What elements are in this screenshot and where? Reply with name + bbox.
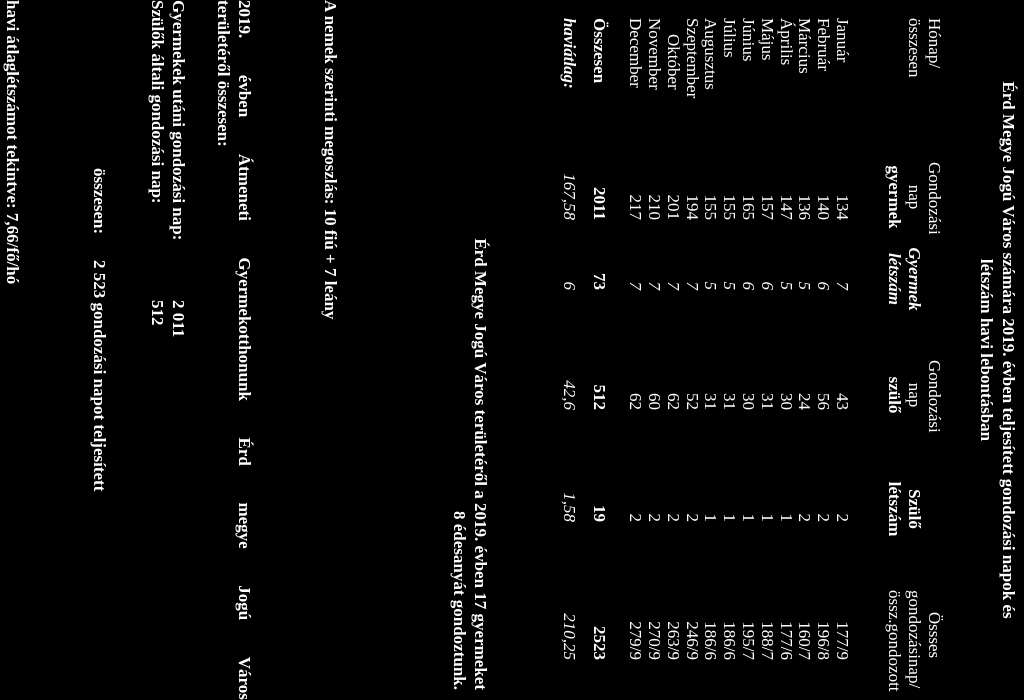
paragraph-word: évben — [235, 74, 254, 118]
cell-gy-letszam: 7 — [833, 281, 852, 290]
monthly-average-text: havi átlaglétszámot tekintve: 7,66/fő/hó — [3, 0, 22, 285]
cell-gy-letszam: 7 — [626, 281, 646, 290]
cell-sz-nap: 52 — [682, 393, 702, 410]
cell-gy-nap: 157 — [757, 194, 777, 220]
paragraph-word: Érd — [235, 437, 254, 466]
cell-sz-letszam: 1 — [757, 513, 777, 522]
table-row — [717, 0, 739, 700]
cell-sz-nap: 60 — [645, 393, 664, 410]
cell-month: Szeptember — [682, 18, 702, 99]
table-row — [830, 0, 852, 700]
cell-sz-nap: 56 — [814, 393, 834, 410]
total-ossz: 2523 — [590, 626, 609, 660]
cell-month: Augusztus — [701, 18, 721, 90]
summary-line1: Érd Megye Jogú Város területéről a 2019. évben 17 gyermeket — [471, 238, 490, 690]
table-row — [642, 0, 664, 700]
cell-gy-letszam: 7 — [682, 281, 702, 290]
cell-month: Január — [833, 18, 852, 63]
header-ossz-l1: Össses — [925, 611, 944, 659]
cell-month: Március — [795, 18, 815, 74]
cell-sz-letszam: 1 — [701, 513, 721, 522]
header-month-l1: Hónap/ — [925, 18, 944, 69]
cell-month: Április — [776, 18, 796, 66]
document-title-line1: Érd Megye Jogú Város számára 2019. évben teljesített gondozási napok és — [999, 81, 1018, 619]
cell-month: Május — [757, 18, 777, 61]
cell-gy-letszam: 6 — [739, 281, 758, 290]
cell-month: Június — [739, 18, 758, 62]
table-row — [736, 0, 758, 700]
parent-days-label: Szülők általi gondozási nap: — [148, 0, 167, 204]
cell-sz-letszam: 1 — [720, 513, 740, 522]
cell-sz-letszam: 2 — [682, 513, 702, 522]
header-ossz-l2: gondozásinap/ — [905, 590, 924, 689]
cell-sz-letszam: 2 — [626, 513, 646, 522]
children-days-value: 2 011 — [169, 300, 188, 338]
paragraph-word: Átmeneti — [235, 153, 254, 221]
total-sz-nap: 512 — [590, 384, 609, 410]
total-gy-nap: 2011 — [590, 186, 609, 220]
cell-sz-letszam: 1 — [739, 513, 758, 522]
cell-ossz: 177/9 — [833, 621, 852, 660]
total-label: Összesen — [590, 18, 609, 84]
cell-gy-nap: 140 — [814, 194, 834, 220]
avg-gy-nap: 167,58 — [560, 173, 579, 220]
cell-gy-nap: 155 — [701, 194, 721, 220]
table-row-total — [587, 0, 609, 700]
table-row-average — [557, 0, 579, 700]
header-month-l2: összesen — [905, 18, 924, 78]
table-row — [698, 0, 720, 700]
header-row-1 — [922, 0, 944, 700]
total-days-value: 2 523 gondozási napot teljesített — [90, 260, 109, 492]
cell-sz-nap: 24 — [795, 393, 815, 410]
cell-sz-letszam: 2 — [663, 513, 683, 522]
summary-line2: 8 édesanyát gondoztunk. — [450, 510, 469, 690]
header-gy-nap-l2: nap — [905, 184, 924, 210]
table-row — [774, 0, 796, 700]
cell-gy-nap: 134 — [833, 194, 852, 220]
avg-sz-letszam: 1,58 — [560, 492, 579, 522]
cell-sz-nap: 30 — [739, 393, 758, 410]
cell-sz-letszam: 2 — [645, 513, 664, 522]
cell-ossz: 246/9 — [682, 621, 702, 660]
paragraph-word: Város — [235, 656, 254, 700]
paragraph-word: Gyermekotthonunk — [235, 257, 254, 401]
table-row — [623, 0, 645, 700]
cell-gy-nap: 201 — [663, 194, 683, 220]
cell-gy-nap: 165 — [739, 194, 758, 220]
cell-sz-nap: 62 — [663, 393, 683, 410]
cell-sz-nap: 31 — [757, 393, 777, 410]
cell-gy-letszam: 5 — [720, 281, 740, 290]
total-sz-letszam: 19 — [590, 505, 609, 522]
cell-sz-nap: 31 — [720, 393, 740, 410]
paragraph-word: 2019. — [235, 0, 254, 39]
total-gy-letszam: 73 — [590, 273, 609, 290]
cell-gy-letszam: 5 — [795, 281, 815, 290]
header-sz-nap-l1: Gondozási — [925, 360, 944, 433]
header-sz-nap-l3: szülő — [885, 376, 904, 414]
table-row — [661, 0, 683, 700]
cell-sz-nap: 30 — [776, 393, 796, 410]
table-row — [755, 0, 777, 700]
cell-ossz: 160/7 — [795, 621, 815, 660]
cell-month: November — [645, 18, 664, 90]
document-title-line2: létszám havi lebontásban — [977, 258, 996, 442]
header-row-2 — [902, 0, 924, 700]
table-row — [811, 0, 833, 700]
header-gy-nap-l3: gyermek — [885, 165, 904, 229]
paragraph-line2: területéről összesen: — [214, 0, 233, 147]
header-row-3 — [882, 0, 904, 700]
cell-sz-letszam: 2 — [833, 513, 852, 522]
cell-gy-nap: 217 — [626, 194, 646, 220]
table-row — [680, 0, 702, 700]
cell-ossz: 195/7 — [739, 621, 758, 660]
cell-gy-letszam: 6 — [757, 281, 777, 290]
cell-sz-letszam: 1 — [776, 513, 796, 522]
gender-split: A nemek szerinti megoszlás: 10 fiú + 7 leány — [321, 0, 340, 320]
cell-sz-nap: 62 — [626, 393, 646, 410]
children-days-label: Gyermekek utáni gondozási nap: — [169, 0, 188, 241]
cell-ossz: 279/9 — [626, 621, 646, 660]
cell-month: December — [626, 18, 646, 88]
cell-ossz: 186/6 — [720, 621, 740, 660]
cell-ossz: 188/7 — [757, 621, 777, 660]
avg-label: haviátlag: — [560, 18, 579, 89]
header-sz-nap-l2: nap — [905, 382, 924, 408]
cell-gy-letszam: 6 — [814, 281, 834, 290]
parent-days-value: 512 — [148, 300, 167, 326]
cell-month: Február — [814, 18, 834, 71]
paragraph-word: Jogú — [235, 585, 254, 621]
total-days-label: összesen: — [90, 168, 109, 235]
cell-ossz: 263/9 — [663, 621, 683, 660]
header-gy-nap-l1: Gondozási — [925, 162, 944, 235]
cell-gy-nap: 194 — [682, 194, 702, 220]
header-sz-letszam-l3: létszám — [885, 481, 904, 537]
cell-ossz: 270/9 — [645, 621, 664, 660]
cell-sz-letszam: 2 — [795, 513, 815, 522]
cell-sz-letszam: 2 — [814, 513, 834, 522]
cell-gy-nap: 147 — [776, 194, 796, 220]
header-gy-letszam-l2: Gyermek — [905, 247, 924, 311]
cell-gy-nap: 210 — [645, 194, 664, 220]
paragraph-word: megye — [235, 502, 254, 549]
cell-ossz: 196/8 — [814, 621, 834, 660]
cell-gy-nap: 155 — [720, 194, 740, 220]
cell-sz-nap: 31 — [701, 393, 721, 410]
paragraph-line1 — [234, 0, 254, 700]
cell-gy-nap: 136 — [795, 194, 815, 220]
header-ossz-l3: össz.gondozott — [885, 590, 904, 692]
cell-gy-letszam: 5 — [701, 281, 721, 290]
cell-ossz: 186/6 — [701, 621, 721, 660]
cell-ossz: 177/6 — [776, 621, 796, 660]
cell-sz-nap: 43 — [833, 393, 852, 410]
cell-gy-letszam: 7 — [645, 281, 664, 290]
cell-month: Október — [663, 34, 683, 90]
cell-gy-letszam: 7 — [663, 281, 683, 290]
avg-gy-letszam: 6 — [560, 281, 579, 290]
cell-month: Július — [720, 18, 740, 58]
header-sz-letszam-l2: Szülő — [905, 489, 924, 529]
header-gy-letszam-l3: létszám — [885, 253, 904, 305]
table-row — [792, 0, 814, 700]
avg-sz-nap: 42,6 — [560, 380, 579, 410]
cell-gy-letszam: 5 — [776, 281, 796, 290]
avg-ossz: 210,25 — [560, 613, 579, 660]
